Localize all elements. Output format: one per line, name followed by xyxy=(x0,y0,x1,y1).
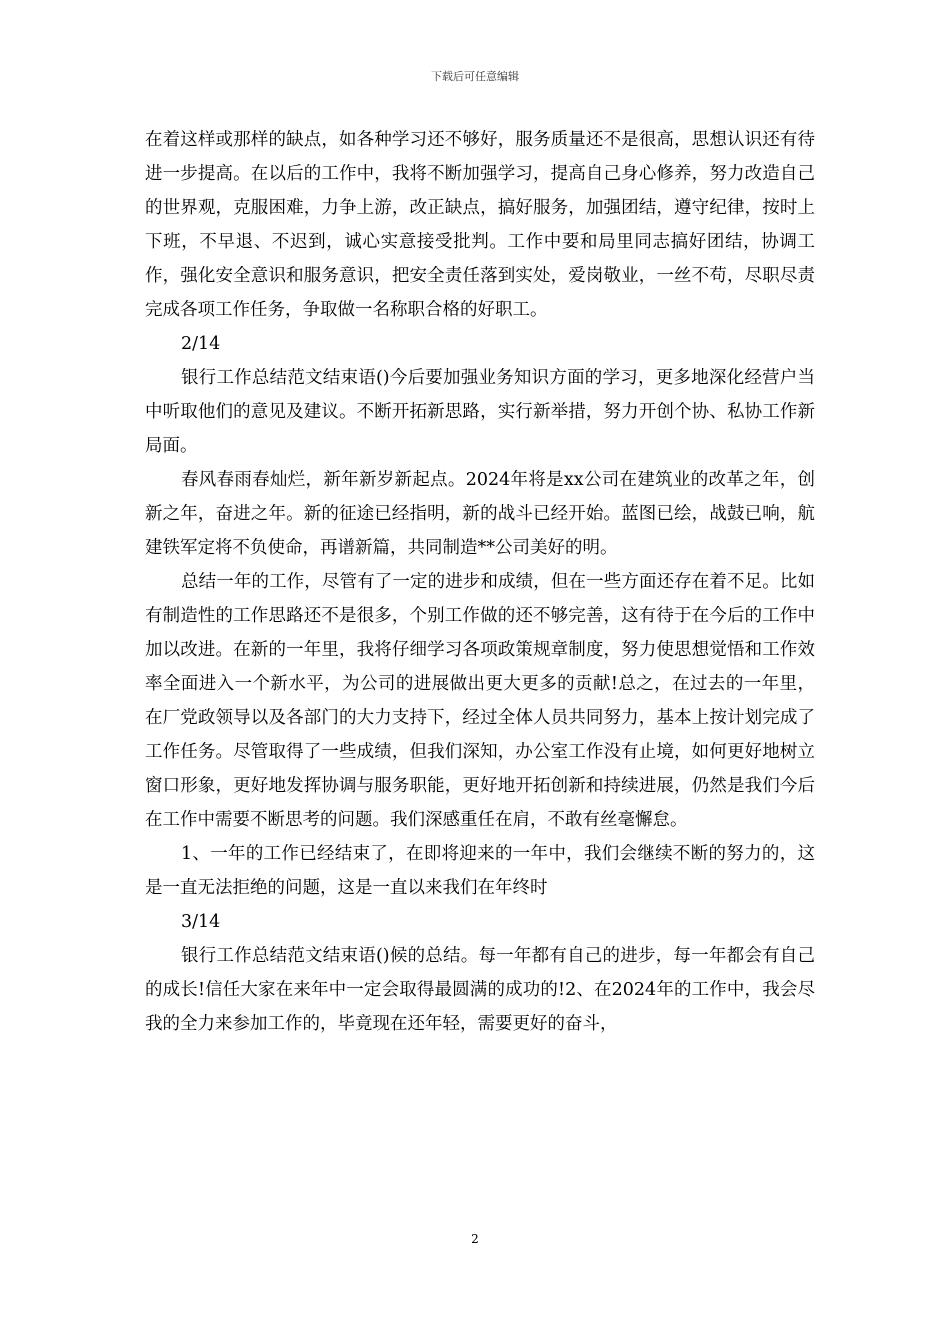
paragraph-4: 总结一年的工作，尽管有了一定的进步和成绩，但在一些方面还存在着不足。比如有制造性的工作思路还不是很多，个别工作做的还不够完善，这有待于在今后的工作中加以改进。在新的一年里，我将仔细学习各项政策规章制度，努力使思想觉悟和工作效率全面进入一个新水平，为公司的进展做出更大更多的贡献!总之，在过去的一年里，在厂党政领导以及各部门的大力支持下，经过全体人员共同努力，基本上按计划完成了工作任务。尽管取得了一些成绩，但我们深知，办公室工作没有止境，如何更好地树立窗口形象，更好地发挥协调与服务职能，更好地开拓创新和持续进展，仍然是我们今后在工作中需要不断思考的问题。我们深感重任在肩，不敢有丝毫懈怠。 xyxy=(145,572,815,830)
document-body xyxy=(145,123,815,1041)
paragraph-1: 在着这样或那样的缺点，如各种学习还不够好，服务质量还不是很高，思想认识还有待进一步提高。在以后的工作中，我将不断加强学习，提高自己身心修养，努力改造自己的世界观，克服困难，力争上游，改正缺点，搞好服务，加强团结，遵守纪律，按时上下班，不早退、不迟到，诚心实意接受批判。工作中要和局里同志搞好团结，协调工作，强化安全意识和服务意识，把安全责任落到实处，爱岗敬业，一丝不苟，尽职尽责完成各项工作任务，争取做一名称职合格的好职工。 xyxy=(145,130,815,320)
page-marker-3-of-14: 3/14 xyxy=(181,912,221,932)
paragraph-6: 银行工作总结范文结束语()候的总结。每一年都有自己的进步，每一年都会有自己的成长!信任大家在来年中一定会取得最圆满的成功的!2、在2024年的工作中，我会尽我的全力来参加工作的，毕竟现在还年轻，需要更好的奋斗， xyxy=(145,946,815,1034)
paragraph-5: 1、一年的工作已经结束了，在即将迎来的一年中，我们会继续不断的努力的，这是一直无法拒绝的问题，这是一直以来我们在年终时 xyxy=(145,844,815,898)
paragraph-3: 春风春雨春灿烂，新年新岁新起点。2024年将是xx公司在建筑业的改革之年，创新之年，奋进之年。新的征途已经指明，新的战斗已经开始。蓝图已绘，战鼓已响，航建铁军定将不负使命，再谱新篇，共同制造**公司美好的明。 xyxy=(145,470,815,558)
page-number: 2 xyxy=(471,1232,479,1246)
paragraph-2: 银行工作总结范文结束语()今后要加强业务知识方面的学习，更多地深化经营户当中听取他们的意见及建议。不断开拓新思路，实行新举措，努力开创个协、私协工作新局面。 xyxy=(145,368,815,456)
page-marker-2-of-14: 2/14 xyxy=(181,334,221,354)
page-header: 下载后可任意编辑 xyxy=(431,70,519,83)
